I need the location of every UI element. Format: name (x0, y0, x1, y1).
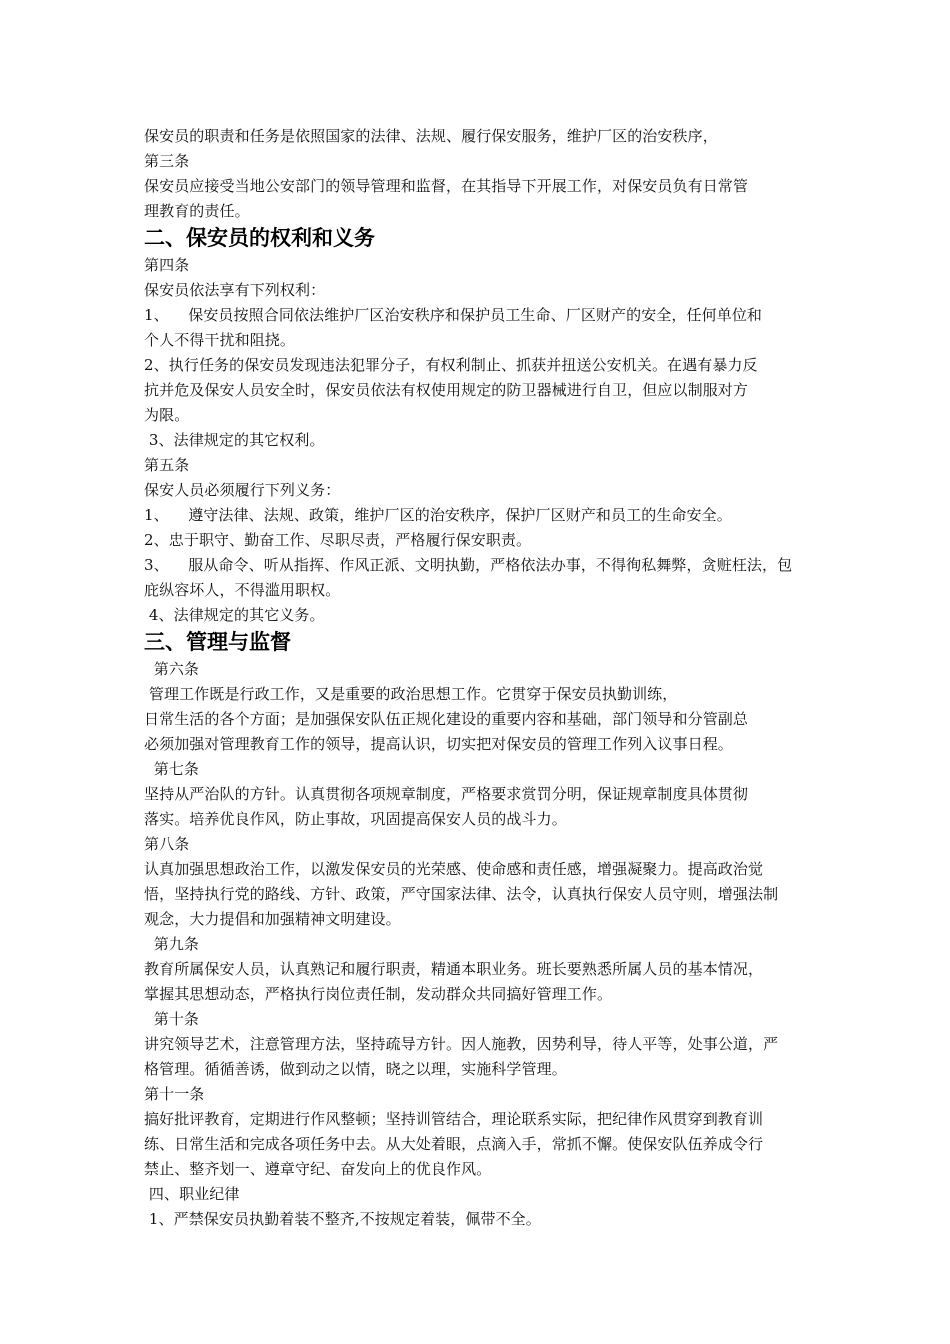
text-line: 掌握其思想动态，严格执行岗位责任制，发动群众共同搞好管理工作。 (144, 985, 613, 1003)
text-line: 第五条 (144, 456, 190, 474)
text-line: 为限。 (144, 406, 190, 424)
text-line: 抗并危及保安人员安全时，保安员依法有权使用规定的防卫器械进行自卫，但应以制服对方 (144, 381, 749, 399)
text-line: 认真加强思想政治工作，以激发保安员的光荣感、使命感和责任感，增强凝聚力。提高政治觉 (144, 860, 764, 878)
text-line: 个人不得干扰和阻挠。 (144, 331, 296, 349)
text-line: 格管理。循循善诱，做到动之以情，晓之以理，实施科学管理。 (144, 1060, 567, 1078)
text-line: 庇纵容坏人，不得滥用职权。 (144, 581, 341, 599)
text-line: 保安人员必须履行下列义务： (144, 481, 341, 499)
text-line: 保安员应接受当地公安部门的领导管理和监督，在其指导下开展工作，对保安员负有日常管 (144, 177, 749, 195)
text-line: 练、日常生活和完成各项任务中去。从大处着眼，点滴入手，常抓不懈。使保安队伍养成令行 (144, 1135, 764, 1153)
text-line: 第四条 (144, 256, 190, 274)
text-line: 禁止、整齐划一、遵章守纪、奋发向上的优良作风。 (144, 1160, 492, 1178)
text-line: 四、职业纪律 (144, 1185, 240, 1203)
text-line: 第七条 (144, 760, 200, 778)
text-line: 悟，坚持执行党的路线、方针、政策，严守国家法律、法令，认真执行保安人员守则，增强法制 (144, 885, 779, 903)
text-line: 第十条 (144, 1010, 200, 1028)
text-line: 1、 遵守法律、法规、政策，维护厂区的治安秩序，保护厂区财产和员工的生命安全。 (144, 506, 732, 524)
text-line: 第三条 (144, 152, 190, 170)
text-line: 3、法律规定的其它权利。 (144, 431, 325, 449)
text-line: 讲究领导艺术，注意管理方法，坚持疏导方针。因人施教，因势利导，待人平等，处事公道，严 (144, 1035, 779, 1053)
text-line: 第九条 (144, 935, 200, 953)
text-line: 搞好批评教育，定期进行作风整顿；坚持训管结合，理论联系实际，把纪律作风贯穿到教育训 (144, 1110, 764, 1128)
text-line: 第六条 (144, 660, 200, 678)
text-line: 日常生活的各个方面；是加强保安队伍正规化建设的重要内容和基础，部门领导和分管副总 (144, 710, 749, 728)
text-line: 观念，大力提倡和加强精神文明建设。 (144, 910, 401, 928)
text-line: 3、 服从命令、听从指挥、作风正派、文明执勤，严格依法办事，不得徇私舞弊，贪赃枉法，包 (144, 556, 793, 574)
section-heading: 二、保安员的权利和义务 (144, 226, 375, 250)
text-line: 管理工作既是行政工作，又是重要的政治思想工作。它贯穿于保安员执勤训练， (144, 685, 678, 703)
text-line: 第十一条 (144, 1085, 205, 1103)
text-line: 落实。培养优良作风，防止事故，巩固提高保安人员的战斗力。 (144, 810, 567, 828)
text-line: 保安员依法享有下列权利： (144, 281, 326, 299)
text-line: 第八条 (144, 835, 190, 853)
text-line: 理教育的责任。 (144, 202, 250, 220)
text-line: 2、执行任务的保安员发现违法犯罪分子，有权利制止、抓获并扭送公安机关。在遇有暴力反 (144, 356, 758, 374)
text-line: 1、严禁保安员执勤着装不整齐,不按规定着装，佩带不全。 (144, 1210, 541, 1228)
text-line: 坚持从严治队的方针。认真贯彻各项规章制度，严格要求赏罚分明，保证规章制度具体贯彻 (144, 785, 749, 803)
section-heading: 三、管理与监督 (144, 630, 291, 654)
text-line: 4、法律规定的其它义务。 (144, 606, 325, 624)
document-body (144, 124, 812, 1232)
text-line: 1、 保安员按照合同依法维护厂区治安秩序和保护员工生命、厂区财产的安全，任何单位和 (144, 306, 763, 324)
text-line: 必须加强对管理教育工作的领导，提高认识，切实把对保安员的管理工作列入议事日程。 (144, 735, 733, 753)
text-line: 教育所属保安人员，认真熟记和履行职责，精通本职业务。班长要熟悉所属人员的基本情况， (144, 960, 764, 978)
text-line: 2、忠于职守、勤奋工作、尽职尽责，严格履行保安职责。 (144, 531, 532, 549)
text-line: 保安员的职责和任务是依照国家的法律、法规、履行保安服务，维护厂区的治安秩序， (144, 127, 718, 145)
